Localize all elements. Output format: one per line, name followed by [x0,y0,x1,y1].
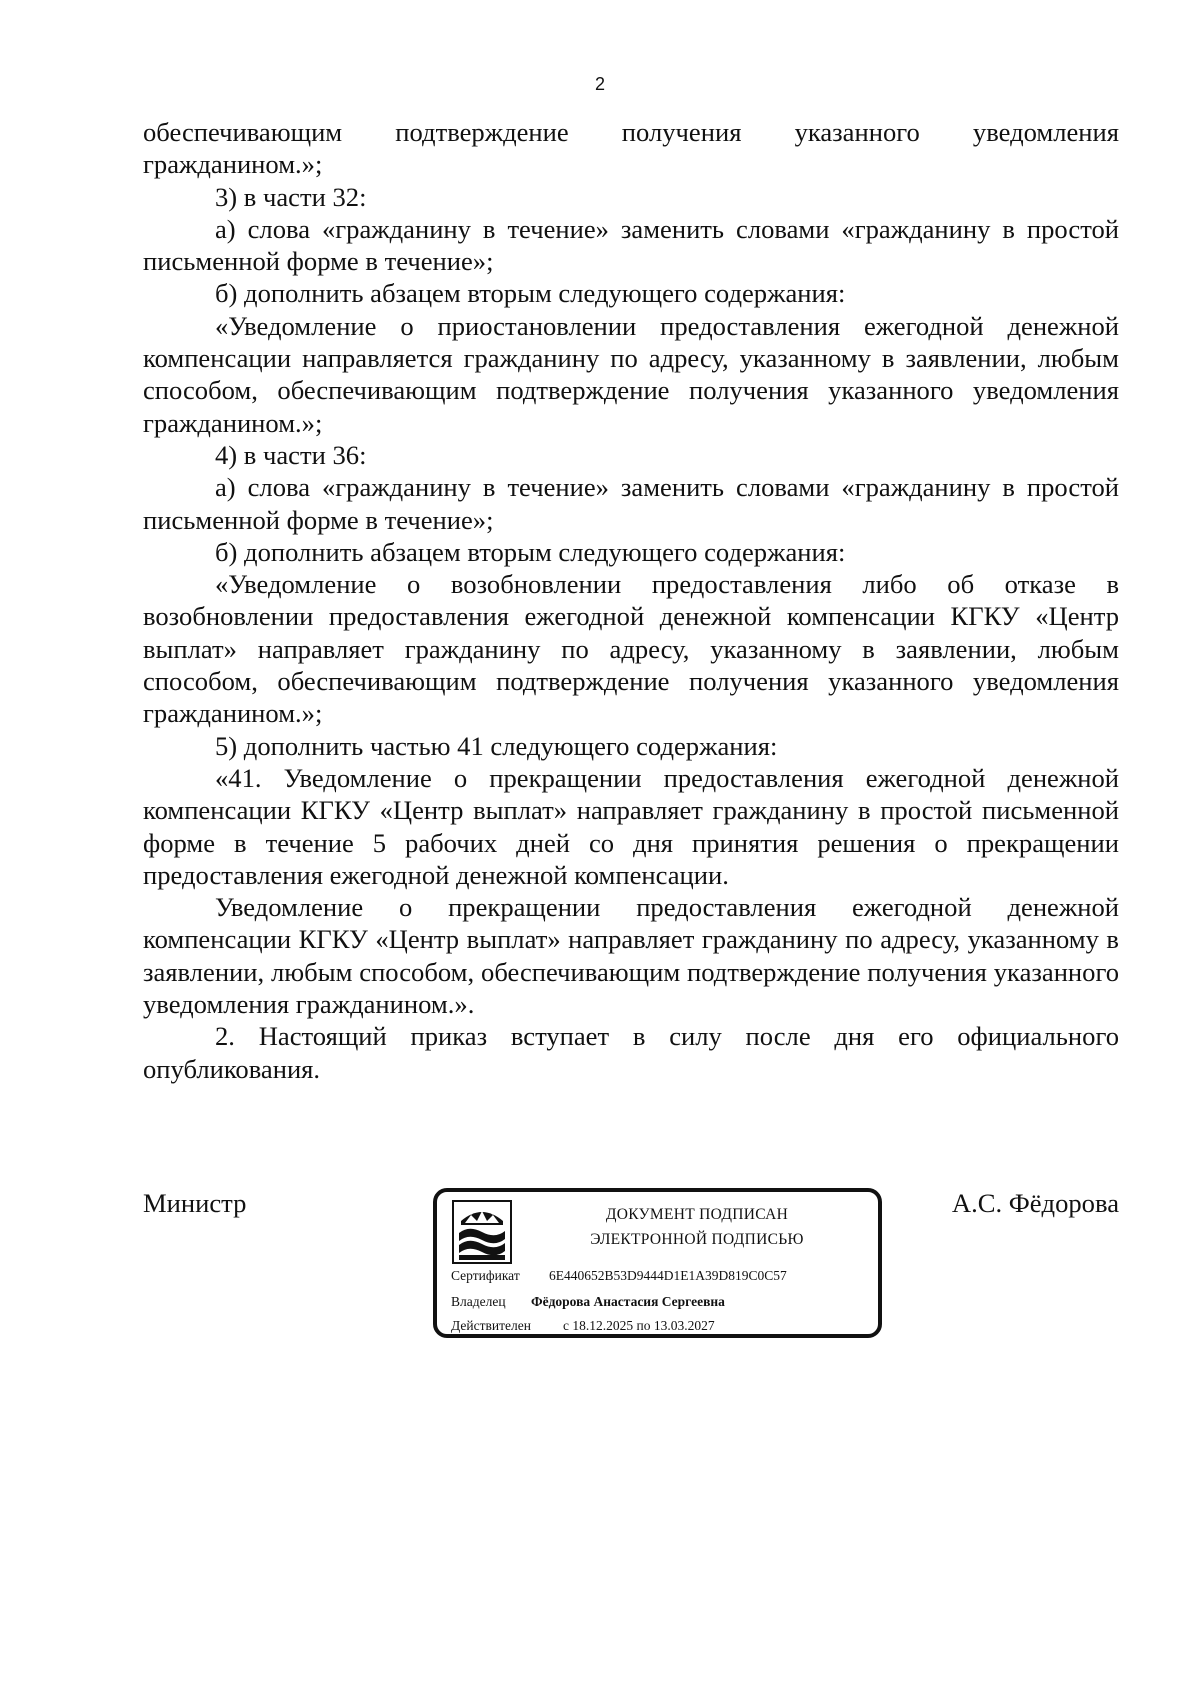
owner-value: Фёдорова Анастасия Сергеевна [531,1294,725,1309]
paragraph: 5) дополнить частью 41 следующего содержания: [215,730,778,761]
signer-position: Министр [143,1188,247,1218]
document-body [143,116,1119,1085]
certificate-label: Сертификат [451,1268,520,1283]
paragraph: б) дополнить абзацем вторым следующего содержания: [215,536,846,567]
signature-block [143,1188,1119,1348]
validity-value: с 18.12.2025 по 13.03.2027 [563,1318,715,1333]
stamp-title [547,1202,847,1252]
paragraph: «Уведомление о возобновлении предоставления либо об отказе в возобновлении предоставления ежегодной денежной компенсации КГКУ «Центр выплат» направляет гражданину по адресу, указанному в заявлении, любым способом, обеспечивающим подтверждение получения указанного уведомления гражданином.»; [143,569,1119,729]
stamp-title-line: ЭЛЕКТРОННОЙ ПОДПИСЬЮ [590,1231,804,1248]
owner-row [451,1294,725,1310]
validity-label: Действителен [451,1318,531,1333]
paragraph: 3) в части 32: [215,181,367,212]
stamp-title-line: ДОКУМЕНТ ПОДПИСАН [605,1206,789,1223]
certificate-row [451,1268,787,1284]
regional-emblem-icon [451,1199,513,1265]
electronic-signature-stamp [433,1188,882,1338]
paragraph: 4) в части 36: [215,439,367,470]
paragraph: Уведомление о прекращении предоставления ежегодной денежной компенсации КГКУ «Центр выплат» направляет гражданину по адресу, указанному в заявлении, любым способом, обеспечивающим подтверждение получения указанного уведомления гражданином.». [143,892,1119,1020]
signer-name: А.С. Фёдорова [951,1188,1119,1218]
paragraph: 2. Настоящий приказ вступает в силу после дня его официального опубликования. [143,1021,1119,1084]
paragraph: «Уведомление о приостановлении предоставления ежегодной денежной компенсации направляется гражданину по адресу, указанному в заявлении, любым способом, обеспечивающим подтверждение получения указанного уведомления гражданином.»; [143,310,1119,438]
paragraph: а) слова «гражданину в течение» заменить словами «гражданину в простой письменной форме в течение»; [143,472,1119,535]
paragraph: а) слова «гражданину в течение» заменить словами «гражданину в простой письменной форме в течение»; [143,213,1119,277]
paragraph: «41. Уведомление о прекращении предоставления ежегодной денежной компенсации КГКУ «Центр выплат» направляет гражданину в простой письменной форме в течение 5 рабочих дней со дня принятия решения о прекращении предоставления ежегодной денежной компенсации. [143,762,1119,890]
page-number: 2 [594,74,605,94]
owner-label: Владелец [451,1294,506,1309]
certificate-value: 6E440652B53D9444D1E1A39D819C0C57 [549,1268,787,1283]
paragraph: б) дополнить абзацем вторым следующего содержания: [215,278,846,309]
paragraph: обеспечивающим подтверждение получения указанного уведомления гражданином.»; [143,117,1119,180]
validity-row [451,1318,715,1334]
